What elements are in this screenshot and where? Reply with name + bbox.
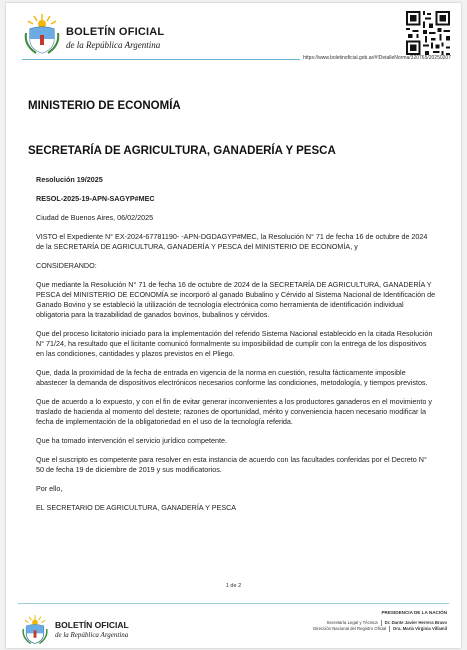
footer-brand-subtitle: de la República Argentina	[55, 631, 129, 639]
paragraph: Que de acuerdo a lo expuesto, y con el fin de evitar generar inconvenientes a los productores ganaderos en el movimiento y traslado de hacienda al momento del destete; razones de oportunidad, mérito y conveniencia hacen necesario modificar la fecha de implementación de la obligatoriedad en el uso de la tecnología referida.	[36, 397, 432, 426]
document-page	[6, 3, 461, 648]
document-body	[36, 175, 436, 522]
paragraph: Que ha tomado intervención el servicio jurídico competente.	[36, 436, 227, 445]
footer-brand-title: BOLETÍN OFICIAL	[55, 620, 129, 630]
credit-name: Dra. María Virginia Villamil	[393, 626, 447, 631]
resolution-code: RESOL-2025-19-APN-SAGYP#MEC	[36, 194, 155, 203]
escudo-argentina-icon	[20, 613, 50, 645]
paragraph: Que, dada la proximidad de la fecha de entrada en vigencia de la norma en cuestión, resulta fácticamente imposible abastecer la demanda de dispositivos electrónicos necesarios conforme las condiciones, metodología, y tiempos previstos.	[36, 368, 428, 387]
presidency-label: PRESIDENCIA DE LA NACIÓN	[381, 610, 447, 615]
qr-code-icon[interactable]	[406, 11, 450, 55]
credit-label: Secretaría Legal y Técnica	[326, 620, 378, 625]
brand-subtitle: de la República Argentina	[66, 40, 161, 50]
considerando-heading: CONSIDERANDO:	[36, 261, 97, 270]
ministry-heading: MINISTERIO DE ECONOMÍA	[28, 100, 181, 112]
escudo-argentina-icon	[22, 11, 62, 55]
footer-divider	[18, 603, 449, 604]
credit-separator	[389, 626, 390, 632]
paragraph: Por ello,	[36, 484, 63, 493]
paragraph: Que mediante la Resolución N° 71 de fecha 16 de octubre de 2024 de la SECRETARÍA DE AGRICULTURA, GANADERÍA Y PESCA del MINISTERIO DE ECONOMÍA se incorporó al ganado Bubalino y Cérvido al Sistema Nacional de Identificación de Ganado Bovino y se estableció la utilización de tecnología electrónica como herramienta de identificación individual obligatoria para la trazabilidad de ganados bovinos, bubalinos y cérvidos.	[36, 280, 436, 319]
credit-name: Dr. Dante Javier Herrera Bravo	[384, 620, 447, 625]
paragraph: Que del proceso licitatorio iniciado para la implementación del referido Sistema Nacional establecido en la citada Resolución N° 71/24, ha resultado que el licitante comunicó formalmente su imposibilidad de cumplir con la entrega de los dispositivos en las condiciones, cantidades y plazos previstos en el Pliego.	[36, 329, 433, 358]
visto-paragraph: VISTO el Expediente N° EX-2024-67781190- -APN-DGDAGYP#MEC, la Resolución N° 71 de fecha 16 de octubre de 2024 de la SECRETARÍA DE AGRICULTURA, GANADERÍA Y PESCA del MINISTERIO DE ECONOMÍA, y	[36, 232, 428, 251]
document-url[interactable]: https://www.boletinoficial.gob.ar/#!DetalleNorma/320765/20250207	[300, 55, 451, 61]
credit-label: Dirección Nacional del Registro Oficial	[313, 626, 387, 631]
secretariat-heading: SECRETARÍA DE AGRICULTURA, GANADERÍA Y PESCA	[28, 145, 336, 157]
paragraph: Que el suscripto es competente para resolver en esta instancia de acuerdo con las facultades conferidas por el Decreto N° 50 de fecha 19 de diciembre de 2019 y sus modificatorios.	[36, 455, 427, 474]
paragraph: EL SECRETARIO DE AGRICULTURA, GANADERÍA Y PESCA	[36, 503, 237, 512]
page-number: 1 de 2	[225, 583, 242, 589]
resolution-number: Resolución 19/2025	[36, 175, 103, 184]
brand-title: BOLETÍN OFICIAL	[66, 26, 165, 38]
credit-row	[267, 626, 447, 632]
place-date: Ciudad de Buenos Aires, 06/02/2025	[36, 213, 154, 222]
footer-credits	[267, 610, 447, 632]
